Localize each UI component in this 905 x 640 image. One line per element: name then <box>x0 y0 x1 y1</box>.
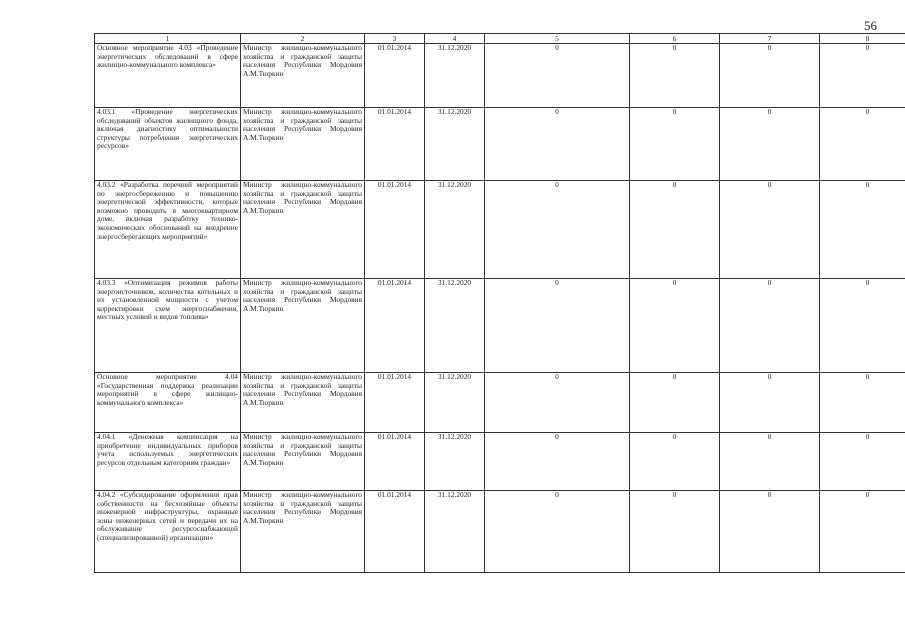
responsible-person: Министр жилищно-коммунального хозяйства и гражданской защиты населения Республики Мордовия А.М.Тюркин <box>241 433 365 491</box>
start-date: 01.01.2014 <box>365 108 425 181</box>
value-col-7: 0 <box>720 279 820 373</box>
end-date: 31.12.2020 <box>425 491 485 573</box>
header-col-3: 3 <box>365 34 425 44</box>
responsible-person: Министр жилищно-коммунального хозяйства и гражданской защиты населения Республики Мордовия А.М.Тюркин <box>241 44 365 108</box>
value-col-5: 0 <box>485 181 630 279</box>
value-col-5: 0 <box>485 44 630 108</box>
start-date: 01.01.2014 <box>365 373 425 433</box>
activity-name: 4.03.2 «Разработка перечней мероприятий по энергосбережению и повышению энергетической эффективности, которые возможно проводить в многоквартирном доме, включая разработку технико-экономических обоснований на внедрение энергосберегающих мероприятий» <box>95 181 241 279</box>
responsible-person: Министр жилищно-коммунального хозяйства и гражданской защиты населения Республики Мордовия А.М.Тюркин <box>241 491 365 573</box>
table-row <box>95 373 905 433</box>
value-col-6: 0 <box>630 491 720 573</box>
header-col-8: 8 <box>820 34 905 44</box>
responsible-person: Министр жилищно-коммунального хозяйства и гражданской защиты населения Республики Мордовия А.М.Тюркин <box>241 373 365 433</box>
table-row <box>95 491 905 573</box>
header-col-6: 6 <box>630 34 720 44</box>
start-date: 01.01.2014 <box>365 181 425 279</box>
value-col-8: 0 <box>820 44 905 108</box>
value-col-5: 0 <box>485 108 630 181</box>
value-col-6: 0 <box>630 44 720 108</box>
value-col-8: 0 <box>820 108 905 181</box>
table-row <box>95 279 905 373</box>
value-col-6: 0 <box>630 279 720 373</box>
value-col-7: 0 <box>720 373 820 433</box>
responsible-person: Министр жилищно-коммунального хозяйства и гражданской защиты населения Республики Мордовия А.М.Тюркин <box>241 181 365 279</box>
activity-name: 4.03.3 «Оптимизация режимов работы энергоисточников, количества котельных и их установленной мощности с учетом корректировки схем энергоснабжения, местных условий и видов топлива» <box>95 279 241 373</box>
header-row <box>95 34 905 44</box>
table-row <box>95 44 905 108</box>
value-col-8: 0 <box>820 433 905 491</box>
activity-name: Основное мероприятие 4.03 «Проведение энергетических обследований в сфере жилищно-коммунального комплекса» <box>95 44 241 108</box>
end-date: 31.12.2020 <box>425 279 485 373</box>
end-date: 31.12.2020 <box>425 44 485 108</box>
activity-name: Основное мероприятие 4.04 «Государственная поддержка реализации мероприятий в сфере жилищно-коммунального комплекса» <box>95 373 241 433</box>
responsible-person: Министр жилищно-коммунального хозяйства и гражданской защиты населения Республики Мордовия А.М.Тюркин <box>241 108 365 181</box>
value-col-8: 0 <box>820 279 905 373</box>
value-col-6: 0 <box>630 108 720 181</box>
value-col-8: 0 <box>820 181 905 279</box>
value-col-5: 0 <box>485 373 630 433</box>
value-col-6: 0 <box>630 373 720 433</box>
header-col-5: 5 <box>485 34 630 44</box>
header-col-7: 7 <box>720 34 820 44</box>
value-col-5: 0 <box>485 433 630 491</box>
value-col-7: 0 <box>720 433 820 491</box>
start-date: 01.01.2014 <box>365 491 425 573</box>
value-col-5: 0 <box>485 491 630 573</box>
header-col-2: 2 <box>241 34 365 44</box>
activity-name: 4.04.1 «Денежная компенсация на приобретение индивидуальных приборов учета используемых энергетических ресурсов отдельным категориям граждан» <box>95 433 241 491</box>
table-row <box>95 433 905 491</box>
end-date: 31.12.2020 <box>425 373 485 433</box>
end-date: 31.12.2020 <box>425 181 485 279</box>
page-number: 56 <box>864 18 877 33</box>
table-row <box>95 181 905 279</box>
activity-name: 4.04.2 «Субсидирование оформления прав собственности на бесхозяйные объекты инженерной инфраструктуры, охранные зоны инженерных сетей и передачи их на обслуживание ресурсоснабжающей (специализированной) организации» <box>95 491 241 573</box>
table-row <box>95 108 905 181</box>
header-col-4: 4 <box>425 34 485 44</box>
responsible-person: Министр жилищно-коммунального хозяйства и гражданской защиты населения Республики Мордовия А.М.Тюркин <box>241 279 365 373</box>
start-date: 01.01.2014 <box>365 433 425 491</box>
end-date: 31.12.2020 <box>425 108 485 181</box>
value-col-7: 0 <box>720 181 820 279</box>
start-date: 01.01.2014 <box>365 279 425 373</box>
value-col-8: 0 <box>820 491 905 573</box>
value-col-6: 0 <box>630 181 720 279</box>
value-col-7: 0 <box>720 491 820 573</box>
end-date: 31.12.2020 <box>425 433 485 491</box>
value-col-8: 0 <box>820 373 905 433</box>
header-col-1: 1 <box>95 34 241 44</box>
value-col-7: 0 <box>720 108 820 181</box>
value-col-7: 0 <box>720 44 820 108</box>
value-col-5: 0 <box>485 279 630 373</box>
start-date: 01.01.2014 <box>365 44 425 108</box>
program-table <box>94 33 905 573</box>
activity-name: 4.03.1 «Проведение энергетических обследований объектов жилищного фонда, включая диагностику оптимальности структуры потребления энергетических ресурсов» <box>95 108 241 181</box>
value-col-6: 0 <box>630 433 720 491</box>
